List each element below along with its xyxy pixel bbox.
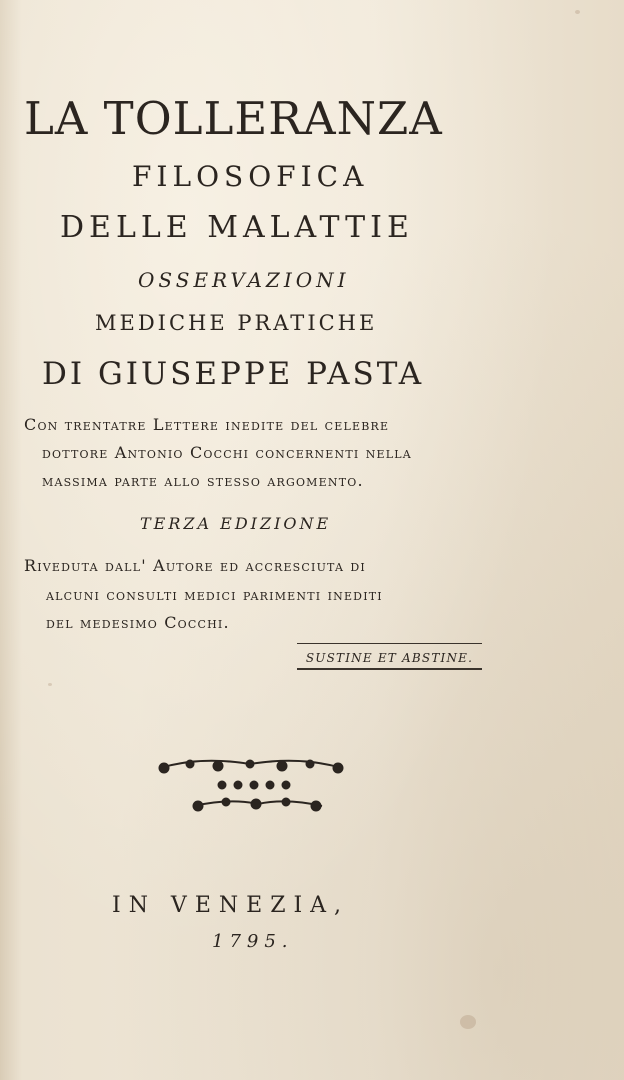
paper-spot [460,1015,476,1029]
floral-ornament-icon [150,750,350,822]
title-line-1: LA TOLLERANZA [24,92,443,145]
imprint-place: IN VENEZIA, [112,893,350,918]
title-line-5: MEDICHE PRATICHE [95,311,378,335]
imprint-year: 1795. [212,931,294,952]
title-line-2: FILOSOFICA [132,160,369,193]
subtitle-line-3: massima parte allo stesso argomento. [42,471,364,490]
paper-spot [48,683,52,686]
revision-line-3: del medesimo Cocchi. [46,613,230,632]
subtitle-line-1: Con trentatre Lettere inedite del celebre [24,415,390,434]
title-line-4: OSSERVAZIONI [138,268,350,292]
revision-line-1: Riveduta dall' Autore ed accresciuta di [24,556,366,575]
edition-line: TERZA EDIZIONE [140,514,332,533]
author-line: DI GIUSEPPE PASTA [42,356,425,392]
subtitle-line-2: dottore Antonio Cocchi concernenti nella [42,443,412,462]
revision-line-2: alcuni consulti medici parimenti inediti [46,585,383,604]
motto: SUSTINE ET ABSTINE. [305,651,474,665]
paper-spot [575,10,580,14]
title-line-3: DELLE MALATTIE [60,210,414,245]
